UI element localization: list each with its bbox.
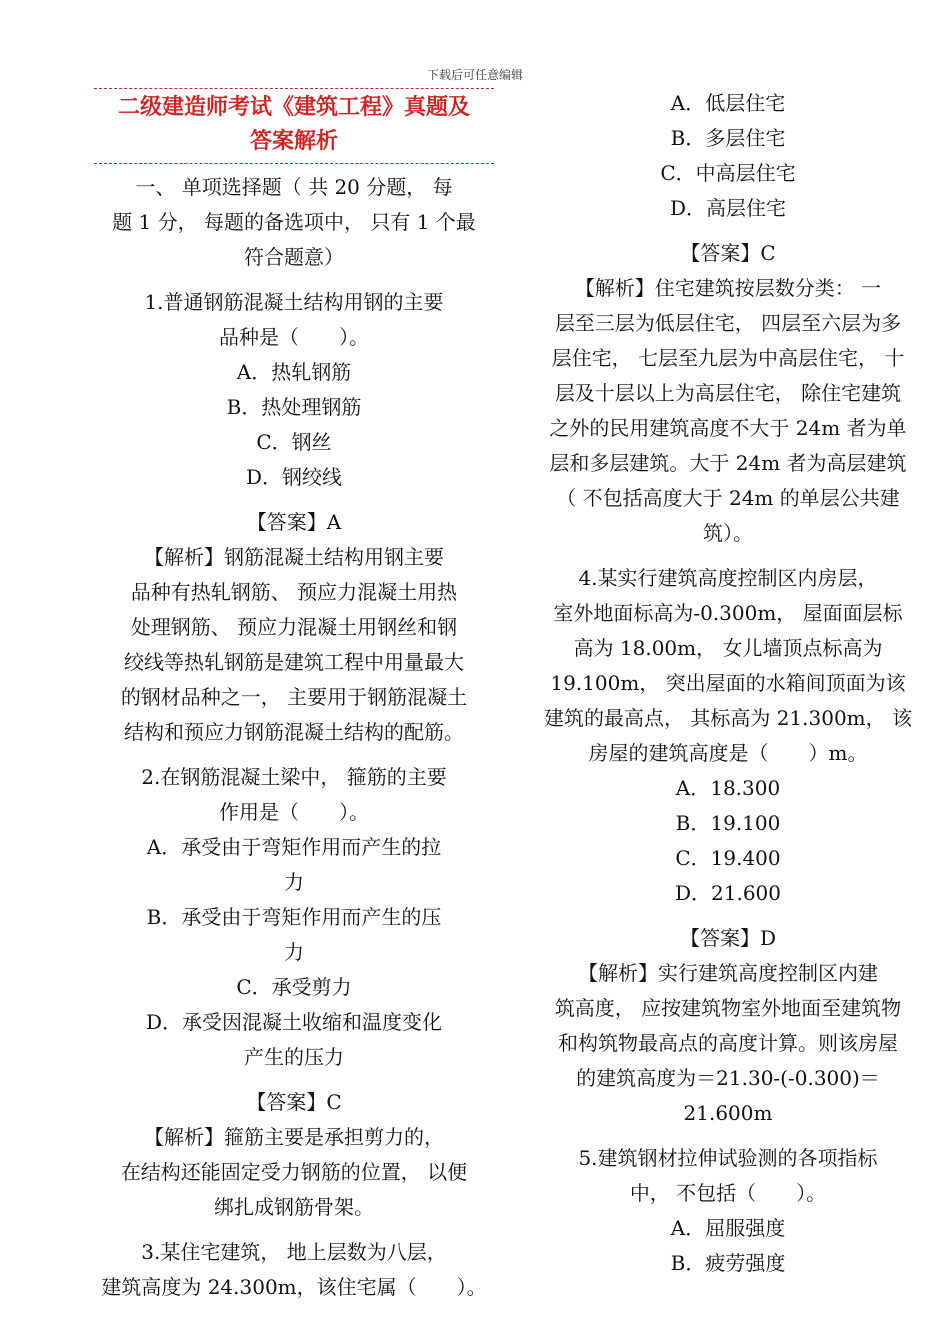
q1-analysis: 的钢材品种之一， 主要用于钢筋混凝土 xyxy=(120,685,468,709)
q5-stem: 5.建筑钢材拉伸试验测的各项指标 xyxy=(578,1146,878,1170)
q2-analysis: 绑扎成钢筋骨架。 xyxy=(214,1195,374,1219)
q3-analysis: 层住宅， 七层至九层为中高层住宅， 十 xyxy=(551,346,905,370)
q2-answer: 【答案】C xyxy=(246,1090,342,1114)
q3-analysis: 层至三层为低层住宅， 四层至六层为多 xyxy=(554,311,902,335)
left-column xyxy=(94,88,494,1305)
q4-analysis: 【解析】实行建筑高度控制区内建 xyxy=(578,961,878,985)
right-column xyxy=(528,86,928,1281)
q2-analysis: 【解析】箍筋主要是承担剪力的， xyxy=(144,1125,444,1149)
q3-analysis: 层和多层建筑。大于 24m 者为高层建筑 xyxy=(549,451,907,475)
page-title-line-2: 答案解析 xyxy=(249,129,338,154)
q1-analysis: 结构和预应力钢筋混凝土结构的配筋。 xyxy=(124,720,464,744)
q2-option-d: D．承受因混凝土收缩和温度变化 xyxy=(145,1010,443,1034)
q4-analysis: 21.600m xyxy=(683,1101,773,1125)
q1-option-b: B．热处理钢筋 xyxy=(226,395,362,419)
q1-stem: 1.普通钢筋混凝土结构用钢的主要 xyxy=(144,290,444,314)
q3-answer: 【答案】C xyxy=(680,241,776,265)
section-heading-line: 符合题意） xyxy=(244,245,344,269)
q4-stem: 高为 18.00m， 女儿墙顶点标高为 xyxy=(573,636,883,660)
q1-option-a: A．热轧钢筋 xyxy=(236,360,352,384)
q1-analysis: 处理钢筋、 预应力混凝土用钢丝和钢 xyxy=(130,615,458,639)
q2-analysis: 在结构还能固定受力钢筋的位置， 以便 xyxy=(120,1160,468,1184)
header-note: 下载后可任意编辑 xyxy=(426,68,523,82)
q4-stem: 4.某实行建筑高度控制区内房层， xyxy=(578,566,878,590)
q2-stem: 作用是（ ）。 xyxy=(219,800,369,824)
q4-analysis: 和构筑物最高点的高度计算。则该房屋 xyxy=(558,1031,898,1055)
q4-option-a: A．18.300 xyxy=(675,776,781,800)
q2-option-a: 力 xyxy=(284,870,304,894)
q1-answer: 【答案】A xyxy=(246,510,342,534)
q4-analysis: 筑高度， 应按建筑物室外地面至建筑物 xyxy=(554,996,902,1020)
q2-option-a: A．承受由于弯矩作用而产生的拉 xyxy=(146,835,442,859)
q2-option-b: 力 xyxy=(284,940,304,964)
q4-stem: 房屋的建筑高度是（ ）m。 xyxy=(588,741,868,765)
section-heading-line: 一、 单项选择题（ 共 20 分题， 每 xyxy=(135,175,453,199)
q4-answer: 【答案】D xyxy=(679,926,777,950)
title-box xyxy=(94,88,494,164)
q2-stem: 2.在钢筋混凝土梁中， 箍筋的主要 xyxy=(141,765,447,789)
q3-option-a: A．低层住宅 xyxy=(670,91,786,115)
q4-stem: 建筑的最高点， 其标高为 21.300m， 该 xyxy=(543,706,913,730)
q2-option-d: 产生的压力 xyxy=(244,1045,344,1069)
q3-analysis: （ 不包括高度大于 24m 的单层公共建 xyxy=(556,486,900,510)
q1-stem: 品种是（ ）。 xyxy=(219,325,369,349)
q3-analysis: 【解析】住宅建筑按层数分类： 一 xyxy=(574,276,882,300)
q3-option-d: D．高层住宅 xyxy=(669,196,787,220)
q4-option-b: B．19.100 xyxy=(675,811,781,835)
q1-analysis: 绞线等热轧钢筋是建筑工程中用量最大 xyxy=(124,650,464,674)
q3-option-c: C．中高层住宅 xyxy=(660,161,796,185)
q3-option-b: B．多层住宅 xyxy=(670,126,786,150)
q4-stem: 室外地面标高为-0.300m， 屋面面层标 xyxy=(553,601,903,625)
q3-analysis: 层及十层以上为高层住宅， 除住宅建筑 xyxy=(554,381,902,405)
page-title-line-1: 二级建造师考试《建筑工程》真题及 xyxy=(117,95,470,120)
q2-option-b: B．承受由于弯矩作用而产生的压 xyxy=(146,905,442,929)
q5-option-b: B．疲劳强度 xyxy=(670,1251,786,1275)
q4-analysis: 的建筑高度为＝21.30-(-0.300)＝ xyxy=(576,1066,880,1090)
q5-stem: 中， 不包括（ ）。 xyxy=(629,1181,827,1205)
q3-analysis: 筑）。 xyxy=(703,521,753,545)
q4-stem: 19.100m， 突出屋面的水箱间顶面为该 xyxy=(550,671,906,695)
q1-analysis: 品种有热轧钢筋、 预应力混凝土用热 xyxy=(130,580,458,604)
q1-option-c: C．钢丝 xyxy=(256,430,332,454)
q4-option-c: C．19.400 xyxy=(675,846,781,870)
q3-stem: 建筑高度为 24.300m，该住宅属（ ）。 xyxy=(101,1275,487,1299)
q2-option-c: C．承受剪力 xyxy=(236,975,352,999)
section-heading-line: 题 1 分， 每题的备选项中， 只有 1 个最 xyxy=(112,210,476,234)
q1-option-d: D．钢绞线 xyxy=(245,465,343,489)
q3-analysis: 之外的民用建筑高度不大于 24m 者为单 xyxy=(549,416,907,440)
q1-analysis: 【解析】钢筋混凝土结构用钢主要 xyxy=(144,545,444,569)
q4-option-d: D．21.600 xyxy=(674,881,781,905)
q5-option-a: A．屈服强度 xyxy=(670,1216,786,1240)
q3-stem: 3.某住宅建筑， 地上层数为八层， xyxy=(141,1240,447,1264)
